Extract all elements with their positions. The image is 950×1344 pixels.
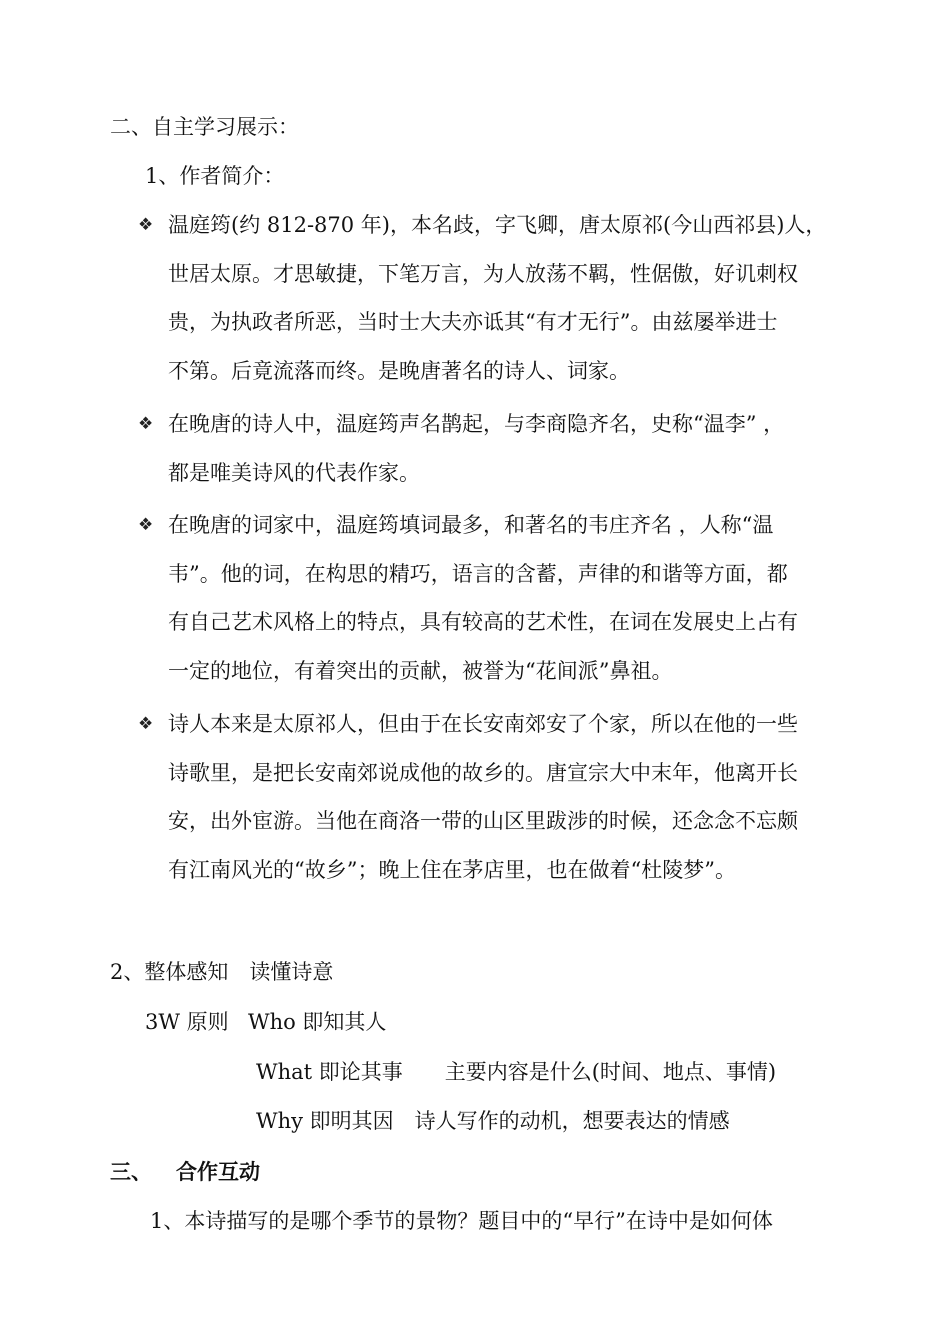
paragraph-line: 有自己艺术风格上的特点，具有较高的艺术性，在词在发展史上占有: [168, 610, 798, 634]
paragraph-line: 韦”。他的词，在构思的精巧，语言的含蓄，声律的和谐等方面，都: [168, 561, 788, 586]
paragraph-line: 诗歌里，是把长安南郊说成他的故乡的。唐宣宗大中末年，他离开长: [168, 760, 798, 785]
paragraph-line: 诗人本来是太原祁人，但由于在长安南郊安了个家，所以在他的一些: [168, 712, 798, 736]
principle-label: 3W 原则: [145, 1010, 229, 1034]
paragraph-line: 不第。后竟流落而终。是晚唐著名的诗人、词家。: [168, 358, 630, 383]
bullet-icon: ❖: [138, 515, 154, 535]
section2-heading: 二、自主学习展示：: [110, 115, 299, 139]
overall-perception-heading: 2、整体感知 读懂诗意: [110, 960, 334, 984]
paragraph-line: 世居太原。才思敏捷，下笔万言，为人放荡不羁，性倨傲，好讥刺权: [168, 261, 798, 286]
paragraph-line: 贵，为执政者所恶，当时士大夫亦诋其“有才无行”。由兹屡举进士: [168, 310, 778, 334]
bullet-icon: ❖: [138, 414, 154, 434]
question-1: 1、本诗描写的是哪个季节的景物？题目中的“早行”在诗中是如何体: [150, 1209, 773, 1233]
bullet-paragraph-3: [168, 501, 868, 695]
paragraph-line: 在晚唐的诗人中，温庭筠声名鹊起，与李商隐齐名，史称“温李” ，: [168, 412, 785, 436]
paragraph-line: 安，出外宦游。当他在商洛一带的山区里跋涉的时候，还念念不忘颇: [168, 809, 798, 833]
section3-title: 合作互动: [176, 1159, 260, 1184]
bullet-paragraph-1: [168, 201, 868, 395]
bullet-icon: ❖: [138, 215, 154, 235]
principle-what: What 即论其事 主要内容是什么(时间、地点、事情): [256, 1060, 777, 1084]
principle-why: Why 即明其因 诗人写作的动机，想要表达的情感: [256, 1109, 730, 1133]
paragraph-line: 在晚唐的词家中，温庭筠填词最多，和著名的韦庄齐名 ，人称“温: [168, 513, 774, 537]
paragraph-line: 温庭筠(约 812-870 年)，本名歧，字飞卿，唐太原祁(今山西祁县)人，: [168, 213, 827, 237]
author-intro-heading: 1、作者简介：: [145, 164, 285, 188]
bullet-paragraph-4: [168, 700, 868, 894]
paragraph-line: 一定的地位，有着突出的贡献，被誉为“花间派”鼻祖。: [168, 658, 673, 683]
paragraph-line: 有江南风光的“故乡”；晚上住在茅店里，也在做着“杜陵梦”。: [168, 857, 736, 882]
principle-who: Who 即知其人: [248, 1010, 387, 1034]
bullet-paragraph-2: [168, 400, 868, 497]
section3-number: 三、: [110, 1159, 152, 1184]
bullet-icon: ❖: [138, 714, 154, 734]
paragraph-line: 都是唯美诗风的代表作家。: [168, 460, 420, 485]
